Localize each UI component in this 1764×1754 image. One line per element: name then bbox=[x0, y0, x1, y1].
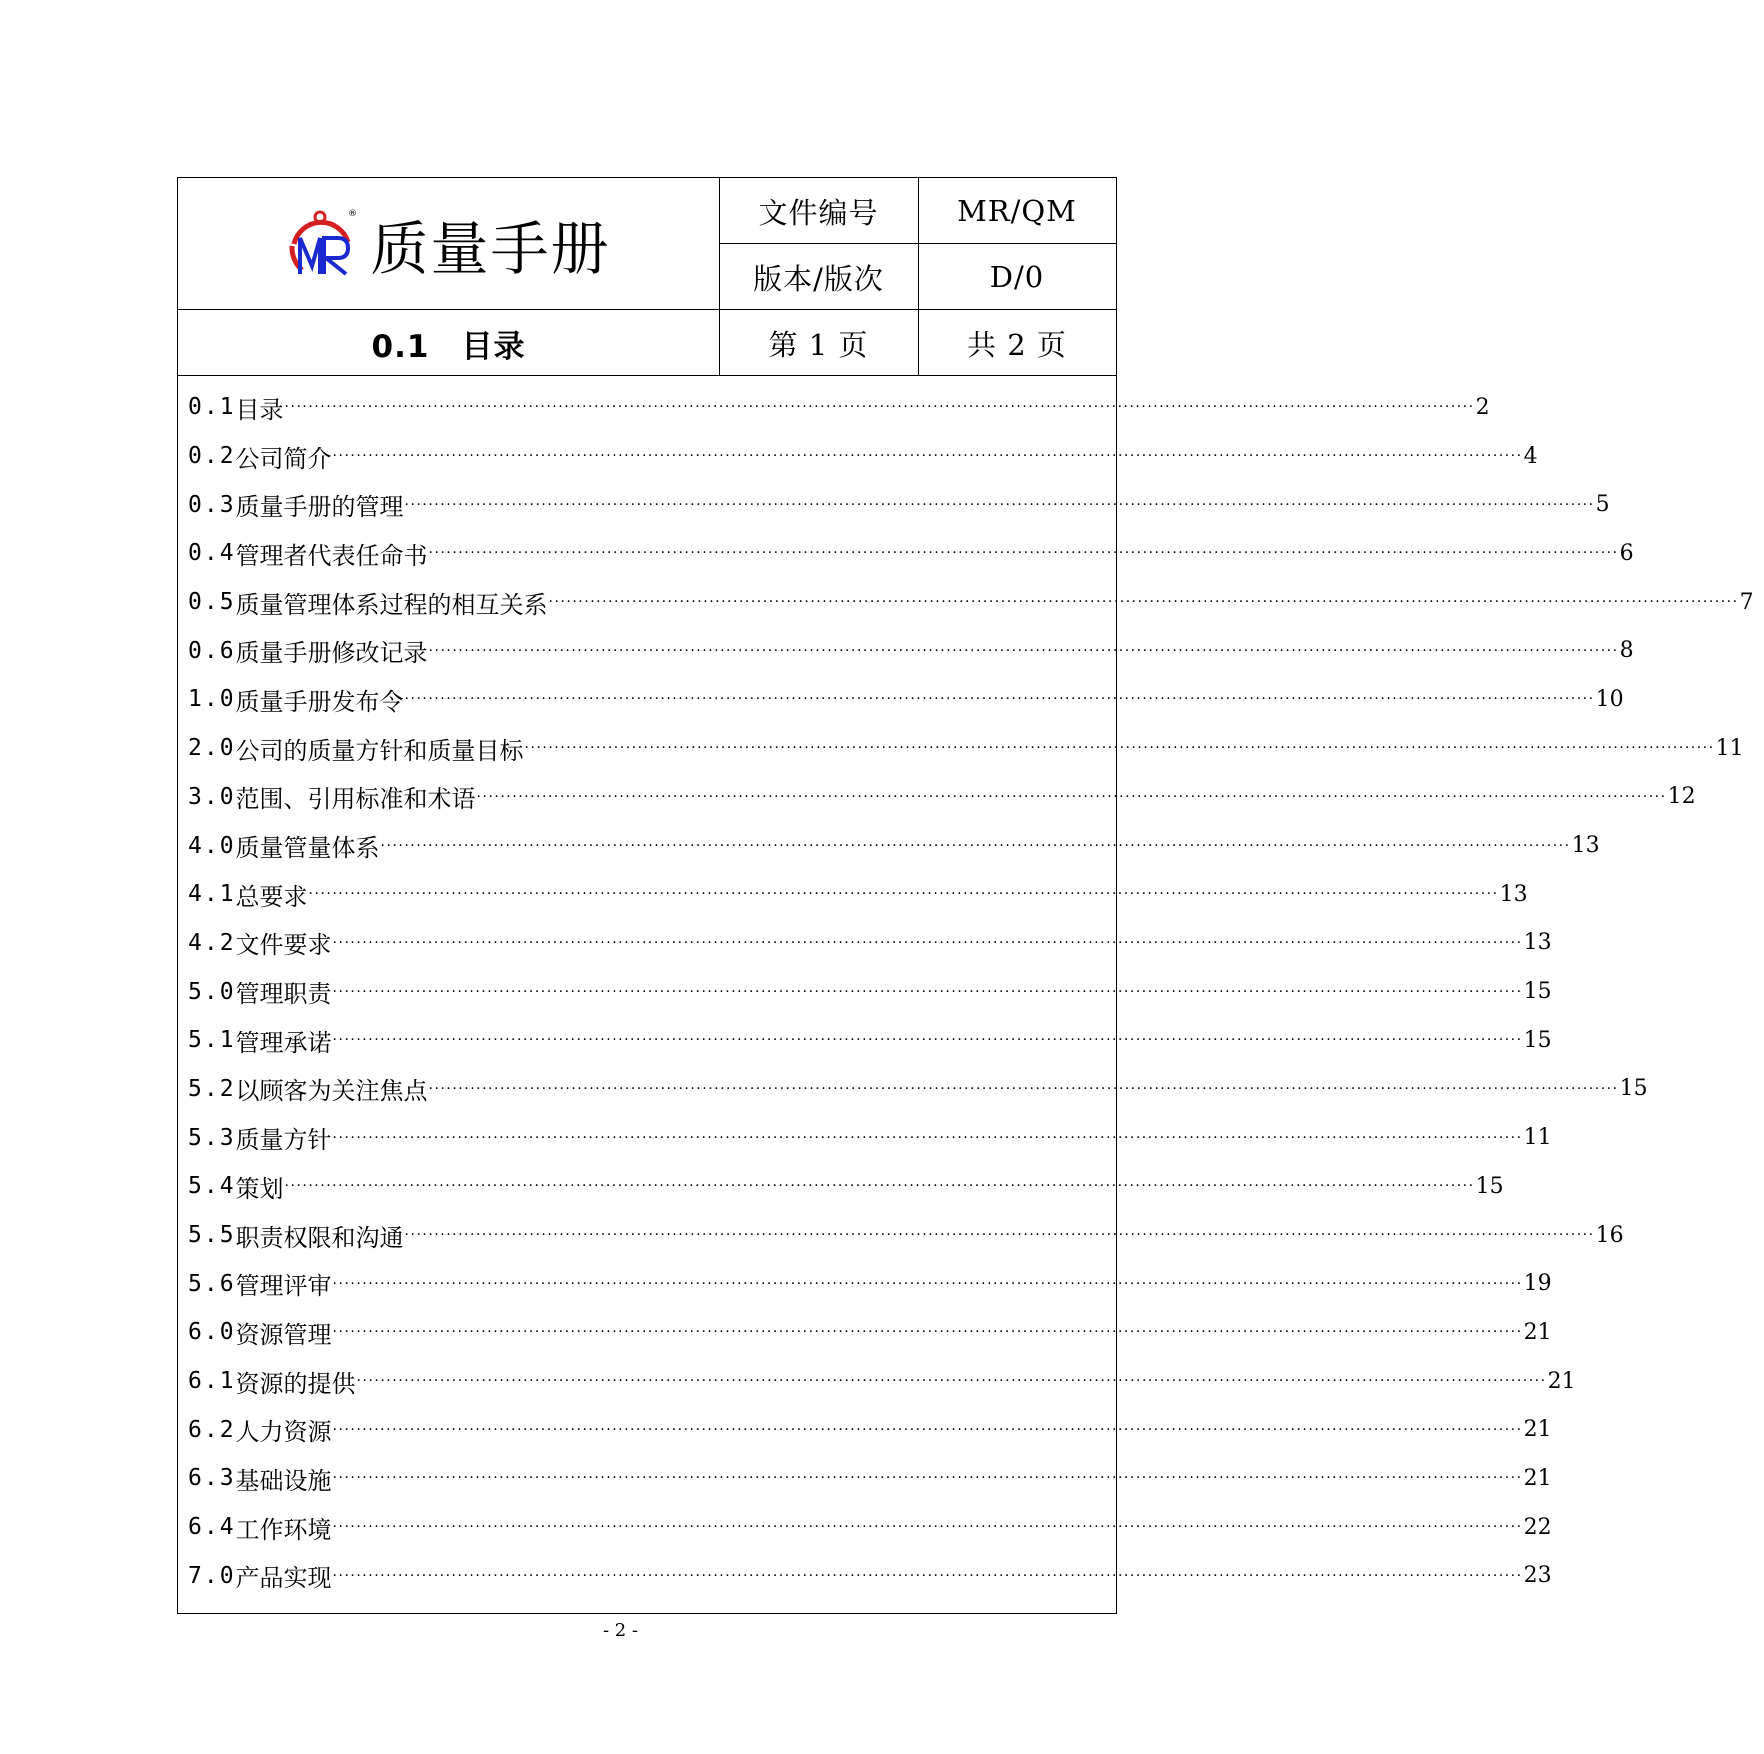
toc-row[interactable] bbox=[188, 919, 1552, 968]
toc-page-number: 22 bbox=[1523, 1514, 1552, 1540]
total-pages-label: 共 2 页 bbox=[967, 327, 1067, 362]
toc-row[interactable] bbox=[188, 1211, 1624, 1260]
company-logo-icon bbox=[286, 204, 358, 284]
toc-title: 目录 bbox=[235, 395, 284, 424]
toc-page-number: 15 bbox=[1523, 1027, 1552, 1053]
toc-number: 4.2 bbox=[188, 929, 236, 956]
toc-row[interactable] bbox=[188, 1016, 1552, 1065]
toc-title: 管理职责 bbox=[235, 980, 332, 1009]
toc-number: 3.0 bbox=[188, 783, 236, 810]
toc-row[interactable] bbox=[188, 773, 1696, 822]
toc-row[interactable] bbox=[188, 1405, 1552, 1454]
toc-leader-dots: ········································································································································································································ bbox=[332, 1421, 1523, 1438]
toc-row[interactable] bbox=[188, 1454, 1552, 1503]
toc-leader-dots: ········································································································································································································ bbox=[284, 399, 1475, 416]
toc-title: 管理者代表任命书 bbox=[235, 541, 428, 570]
version-label: 版本/版次 bbox=[753, 261, 884, 296]
toc-number: 6.0 bbox=[188, 1319, 236, 1346]
toc-leader-dots: ········································································································································································································ bbox=[332, 934, 1523, 951]
toc-leader-dots: ········································································································································································································ bbox=[332, 1275, 1523, 1292]
toc-page-number: 15 bbox=[1619, 1076, 1648, 1102]
doc-number-label: 文件编号 bbox=[758, 195, 879, 230]
footer-page-number: - 2 - bbox=[602, 1620, 639, 1641]
toc-row[interactable] bbox=[188, 821, 1600, 870]
toc-row[interactable] bbox=[188, 432, 1538, 481]
toc-row[interactable] bbox=[188, 1113, 1552, 1162]
toc-row[interactable] bbox=[188, 626, 1634, 675]
toc-page-number: 16 bbox=[1595, 1222, 1624, 1248]
toc-row[interactable] bbox=[188, 870, 1528, 919]
toc-title: 工作环境 bbox=[235, 1515, 332, 1544]
toc-row[interactable] bbox=[188, 383, 1490, 432]
toc-page-number: 7 bbox=[1739, 589, 1754, 615]
toc-leader-dots: ········································································································································································································ bbox=[428, 1080, 1619, 1097]
toc-row[interactable] bbox=[188, 1065, 1648, 1114]
toc-leader-dots: ········································································································································································································ bbox=[380, 837, 1571, 854]
toc-row[interactable] bbox=[188, 1503, 1552, 1552]
toc-leader-dots: ········································································································································································································ bbox=[404, 1227, 1595, 1244]
toc-page-number: 19 bbox=[1523, 1271, 1552, 1297]
toc-title: 资源管理 bbox=[235, 1320, 332, 1349]
toc-page-number: 13 bbox=[1499, 881, 1528, 907]
toc-page-number: 11 bbox=[1715, 735, 1744, 761]
toc-number: 4.1 bbox=[188, 881, 236, 908]
toc-number: 5.3 bbox=[188, 1124, 236, 1151]
toc-page-number: 21 bbox=[1523, 1319, 1552, 1345]
toc-title: 产品实现 bbox=[235, 1564, 332, 1593]
toc-page-number: 8 bbox=[1619, 638, 1634, 664]
toc-row[interactable] bbox=[188, 967, 1552, 1016]
toc-row[interactable] bbox=[188, 724, 1744, 773]
version-value: D/0 bbox=[989, 260, 1045, 294]
toc-title: 策划 bbox=[235, 1174, 284, 1203]
toc-row[interactable] bbox=[188, 1308, 1552, 1357]
toc-title: 职责权限和沟通 bbox=[235, 1223, 404, 1252]
toc-title: 以顾客为关注焦点 bbox=[235, 1077, 428, 1106]
toc-page-number: 21 bbox=[1523, 1465, 1552, 1491]
toc-number: 1.0 bbox=[188, 686, 236, 713]
table-of-contents bbox=[188, 383, 1754, 1600]
toc-leader-dots: ········································································································································································································ bbox=[332, 1129, 1523, 1146]
toc-leader-dots: ········································································································································································································ bbox=[332, 1032, 1523, 1049]
toc-number: 2.0 bbox=[188, 735, 236, 762]
toc-number: 5.4 bbox=[188, 1173, 236, 1200]
document-title: 质量手册 bbox=[370, 215, 611, 283]
toc-leader-dots: ········································································································································································································ bbox=[284, 1178, 1475, 1195]
toc-title: 总要求 bbox=[235, 882, 308, 911]
toc-page-number: 6 bbox=[1619, 540, 1634, 566]
toc-page-number: 2 bbox=[1475, 394, 1490, 420]
toc-leader-dots: ········································································································································································································ bbox=[356, 1373, 1547, 1390]
toc-page-number: 23 bbox=[1523, 1563, 1552, 1589]
toc-number: 5.1 bbox=[188, 1027, 236, 1054]
toc-number: 0.4 bbox=[188, 540, 236, 567]
toc-number: 4.0 bbox=[188, 832, 236, 859]
toc-row[interactable] bbox=[188, 578, 1754, 627]
toc-title: 质量管量体系 bbox=[235, 834, 380, 863]
toc-page-number: 15 bbox=[1523, 979, 1552, 1005]
toc-page-number: 4 bbox=[1523, 443, 1538, 469]
toc-leader-dots: ········································································································································································································ bbox=[332, 1567, 1523, 1584]
toc-page-number: 15 bbox=[1475, 1173, 1504, 1199]
toc-row[interactable] bbox=[188, 1162, 1504, 1211]
registered-mark: ® bbox=[348, 209, 358, 219]
toc-title: 公司简介 bbox=[235, 444, 332, 473]
toc-number: 5.2 bbox=[188, 1075, 236, 1102]
toc-number: 7.0 bbox=[188, 1562, 236, 1589]
toc-leader-dots: ········································································································································································································ bbox=[524, 740, 1715, 757]
toc-number: 6.2 bbox=[188, 1416, 236, 1443]
toc-leader-dots: ········································································································································································································ bbox=[332, 1324, 1523, 1341]
toc-title: 质量手册修改记录 bbox=[235, 639, 428, 668]
doc-number-value: MR/QM bbox=[957, 194, 1077, 228]
toc-row[interactable] bbox=[188, 480, 1610, 529]
toc-number: 0.2 bbox=[188, 443, 236, 470]
toc-row[interactable] bbox=[188, 675, 1624, 724]
toc-row[interactable] bbox=[188, 1357, 1576, 1406]
toc-leader-dots: ········································································································································································································ bbox=[548, 594, 1739, 611]
toc-number: 6.4 bbox=[188, 1514, 236, 1541]
toc-title: 人力资源 bbox=[235, 1418, 332, 1447]
toc-title: 基础设施 bbox=[235, 1466, 332, 1495]
toc-title: 质量手册的管理 bbox=[235, 493, 404, 522]
toc-row[interactable] bbox=[188, 1552, 1552, 1601]
section-title: 0.1 目录 bbox=[371, 328, 526, 365]
toc-leader-dots: ········································································································································································································ bbox=[308, 886, 1499, 903]
toc-title: 质量手册发布令 bbox=[235, 687, 404, 716]
toc-number: 0.3 bbox=[188, 491, 236, 518]
toc-row[interactable] bbox=[188, 529, 1634, 578]
toc-leader-dots: ········································································································································································································ bbox=[404, 691, 1595, 708]
toc-number: 0.1 bbox=[188, 394, 236, 421]
toc-page-number: 13 bbox=[1571, 833, 1600, 859]
toc-leader-dots: ········································································································································································································ bbox=[428, 545, 1619, 562]
toc-number: 0.6 bbox=[188, 637, 236, 664]
company-logo-block bbox=[178, 178, 719, 310]
toc-title: 质量方针 bbox=[235, 1126, 332, 1155]
toc-number: 6.3 bbox=[188, 1465, 236, 1492]
toc-number: 5.5 bbox=[188, 1222, 236, 1249]
toc-title: 质量管理体系过程的相互关系 bbox=[235, 590, 548, 619]
toc-row[interactable] bbox=[188, 1259, 1552, 1308]
toc-title: 文件要求 bbox=[235, 931, 332, 960]
toc-leader-dots: ········································································································································································································ bbox=[332, 448, 1523, 465]
toc-page-number: 11 bbox=[1523, 1125, 1552, 1151]
toc-title: 公司的质量方针和质量目标 bbox=[235, 736, 524, 765]
toc-page-number: 13 bbox=[1523, 930, 1552, 956]
toc-title: 管理评审 bbox=[235, 1272, 332, 1301]
toc-leader-dots: ········································································································································································································ bbox=[476, 788, 1667, 805]
toc-page-number: 12 bbox=[1667, 784, 1696, 810]
toc-number: 5.6 bbox=[188, 1270, 236, 1297]
toc-page-number: 21 bbox=[1547, 1368, 1576, 1394]
toc-number: 5.0 bbox=[188, 978, 236, 1005]
toc-number: 6.1 bbox=[188, 1368, 236, 1395]
toc-leader-dots: ········································································································································································································ bbox=[332, 1519, 1523, 1536]
toc-page-number: 5 bbox=[1595, 492, 1610, 518]
toc-title: 资源的提供 bbox=[235, 1369, 356, 1398]
toc-title: 管理承诺 bbox=[235, 1028, 332, 1057]
toc-page-number: 10 bbox=[1595, 686, 1624, 712]
toc-leader-dots: ········································································································································································································ bbox=[332, 983, 1523, 1000]
toc-number: 0.5 bbox=[188, 589, 236, 616]
toc-title: 范围、引用标准和术语 bbox=[235, 785, 476, 814]
toc-leader-dots: ········································································································································································································ bbox=[428, 642, 1619, 659]
toc-page-number: 21 bbox=[1523, 1417, 1552, 1443]
toc-leader-dots: ········································································································································································································ bbox=[332, 1470, 1523, 1487]
page-of-label: 第 1 页 bbox=[768, 327, 869, 362]
document-frame bbox=[177, 177, 1754, 1614]
toc-leader-dots: ········································································································································································································ bbox=[404, 496, 1595, 513]
